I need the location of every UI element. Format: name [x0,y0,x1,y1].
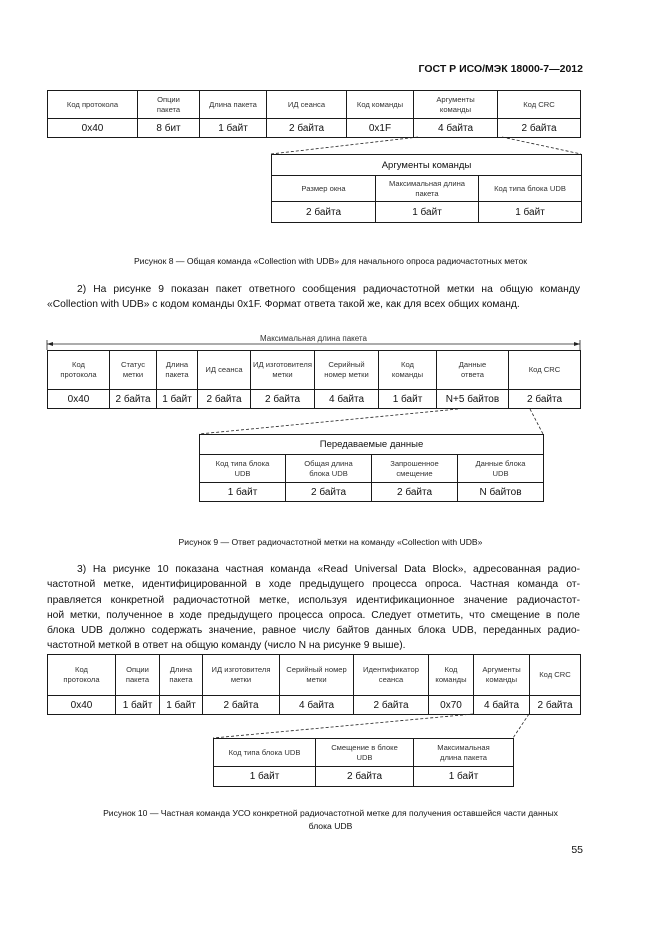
value-cell: 4 байта [280,696,354,715]
value-cell: 1 байт [157,390,198,409]
connector-line [271,137,418,154]
connector-line [513,714,529,738]
header-cell: Код команды [429,655,474,696]
value-cell: 2 байта [272,202,376,223]
figure10-sub-table [213,738,514,787]
value-cell: 0x40 [48,390,110,409]
value-cell: 0x1F [347,119,414,138]
connector-line [502,137,581,154]
paragraph-3 [47,562,580,654]
value-cell: 4 байта [315,390,379,409]
header-cell: Код команды [347,91,414,119]
figure9-caption: Рисунок 9 — Ответ радиочастотной метки на команду «Collection with UDB» [178,537,483,547]
figure9-span-label: Максимальная длина пакета [260,334,367,343]
header-cell: Данные блока UDB [458,455,544,483]
value-cell: 2 байта [372,483,458,502]
header-cell: Максимальная длина пакета [414,739,514,767]
paragraph-line: 2) На рисунке 9 показан пакет ответного сообщения радиочастотной метки на общую команду [77,284,580,295]
figure9-main-table [47,350,581,409]
standard-header: ГОСТ Р ИСО/МЭК 18000-7—2012 [418,63,583,75]
value-cell: 1 байт [376,202,479,223]
value-cell: 1 байт [414,767,514,787]
header-cell: Серийный номер метки [315,351,379,390]
header-cell: Длина пакета [160,655,203,696]
header-cell: Код CRC [530,655,581,696]
value-cell: 2 байта [354,696,429,715]
header-cell: Опции пакета [138,91,200,119]
value-cell: 1 байт [200,483,286,502]
header-cell: Общая длина блока UDB [286,455,372,483]
paragraph-line: ной метки, полученное в ходе предыдущего процесса опроса. Следует отметить, что смещение в поле [47,609,580,621]
figure8-caption: Рисунок 8 — Общая команда «Collection with UDB» для начального опроса радиочастотных меток [133,256,528,266]
header-cell: ИД сеанса [198,351,251,390]
value-cell: 1 байт [200,119,267,138]
header-cell: Идентификатор сеанса [354,655,429,696]
value-cell: 2 байта [110,390,157,409]
header-cell: Код CRC [509,351,581,390]
value-cell: N+5 байтов [437,390,509,409]
value-cell: 2 байта [286,483,372,502]
figure10-caption-line2: блока UDB [308,821,353,831]
header-cell: Серийный номер метки [280,655,354,696]
header-cell: Аргументы команды [414,91,498,119]
value-cell: 1 байт [116,696,160,715]
paragraph-line: «Collection with UDB» с кодом команды 0x1F. Формат ответа такой же, как для всех общих команд. [47,299,520,311]
value-cell: 1 байт [479,202,582,223]
value-cell: 0x70 [429,696,474,715]
value-cell: 2 байта [203,696,280,715]
value-cell: 8 бит [138,119,200,138]
header-cell: Максимальная длина пакета [376,176,479,202]
paragraph-line: частотной метке, идентифицированной в ходе предыдущего процесса опроса. Частная команда от- [47,579,580,591]
header-cell: Длина пакета [157,351,198,390]
header-cell: Код команды [379,351,437,390]
value-cell: 2 байта [530,696,581,715]
header-cell: Длина пакета [200,91,267,119]
sub-table-title: Передаваемые данные [200,435,544,455]
figure8-sub-table [271,154,582,223]
header-cell: Данные ответа [437,351,509,390]
value-cell: 2 байта [198,390,251,409]
value-cell: 4 байта [414,119,498,138]
header-cell: Статус метки [110,351,157,390]
header-cell: Запрошенное смещение [372,455,458,483]
header-cell: Код типа блока UDB [479,176,582,202]
header-cell: Код протокола [48,91,138,119]
header-cell: Смещение в блоке UDB [316,739,414,767]
header-cell: Код типа блока UDB [200,455,286,483]
figure10-main-table [47,654,581,715]
value-cell: 2 байта [251,390,315,409]
value-cell: 0x40 [48,696,116,715]
value-cell: 2 байта [267,119,347,138]
value-cell: 0x40 [48,119,138,138]
header-cell: Размер окна [272,176,376,202]
header-cell: ИД изготовителя метки [251,351,315,390]
paragraph-line: 3) На рисунке 10 показана частная команда «Read Universal Data Block», адресованная радио- [77,564,580,575]
figure10-caption-line1: Рисунок 10 — Частная команда УСО конкретной радиочастотной метке для получения оставшейся части данных [103,808,558,818]
header-cell: ИД сеанса [267,91,347,119]
value-cell: 1 байт [379,390,437,409]
sub-table-title: Аргументы команды [272,155,582,176]
header-cell: ИД изготовителя метки [203,655,280,696]
page-number: 55 [571,844,583,856]
value-cell: 2 байта [498,119,581,138]
paragraph-line: блока UDB должно содержать значение, равное числу байтов данных блока UDB, переданных радио- [47,625,580,637]
paragraph-line: частотной меткой в ответ на общую команду (число N на рисунке 9 выше). [47,640,406,652]
paragraph-2 [47,282,580,313]
connector-line [530,409,543,434]
paragraph-line: правляется конкретной радиочастотной метке, используя идентификационное значение радиочастот- [47,594,580,606]
value-cell: 2 байта [509,390,581,409]
value-cell: 2 байта [316,767,414,787]
header-cell: Код протокола [48,655,116,696]
value-cell: 1 байт [214,767,316,787]
figure9-sub-table [199,434,544,502]
value-cell: N байтов [458,483,544,502]
connector-line [199,409,458,434]
header-cell: Код типа блока UDB [214,739,316,767]
value-cell: 1 байт [160,696,203,715]
connector-line [213,714,473,738]
header-cell: Код CRC [498,91,581,119]
value-cell: 4 байта [474,696,530,715]
header-cell: Код протокола [48,351,110,390]
header-cell: Аргументы команды [474,655,530,696]
header-cell: Опции пакета [116,655,160,696]
figure8-main-table [47,90,581,138]
